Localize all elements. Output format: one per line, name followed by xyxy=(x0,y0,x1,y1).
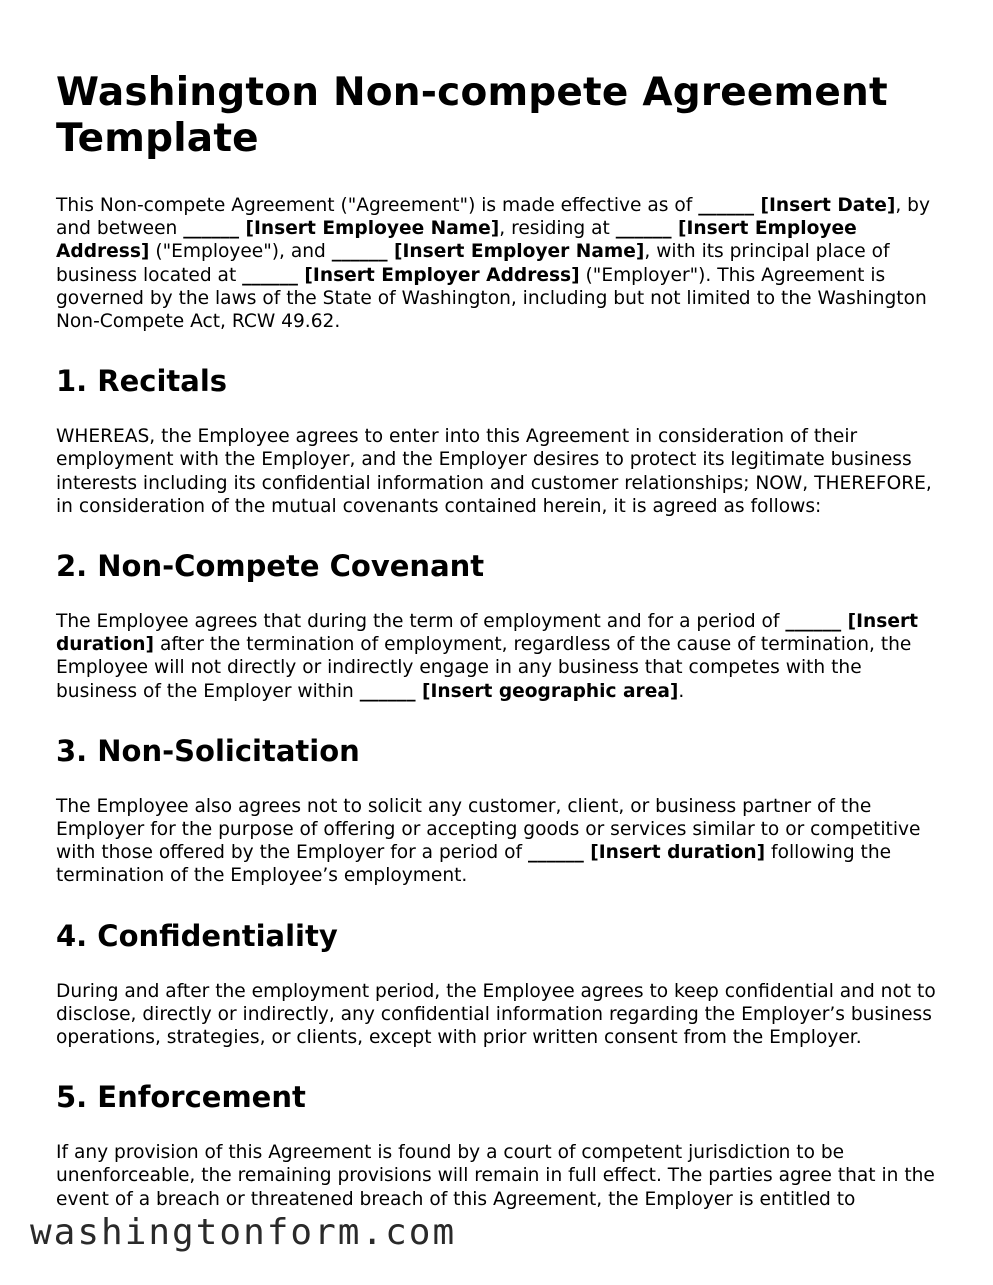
section-body-recitals: WHEREAS, the Employee agrees to enter into this Agreement in consideration of their employment with the Employer, and the Employer desires to protect its legitimate business interests including its confidential information and customer relationships; NOW, THEREFORE, in consideration of the mutual covenants contained herein, it is agreed as follows: xyxy=(56,426,932,517)
placeholder-employee-address: [Insert Employee Address] xyxy=(56,218,857,263)
watermark-text: washingtonform.com xyxy=(30,1212,457,1253)
section-body-enforcement: If any provision of this Agreement is found by a court of competent jurisdiction to be unenforceable, the remaining provisions will remain in full effect. The parties agree that in the event of a breach or threatened breach of this Agreement, the Employer is entitled to xyxy=(56,1142,935,1210)
blank-line: ______ xyxy=(331,241,388,263)
placeholder-employer-address: [Insert Employer Address] xyxy=(297,264,580,286)
body-text: after the termination of employment, regardless of the cause of termination, the Employee will not directly or indirectly engage in any business that competes with the business of the Employer within xyxy=(56,634,912,702)
placeholder-geographic-area: [Insert geographic area] xyxy=(415,680,679,702)
blank-line: ______ xyxy=(785,611,842,633)
section-heading-recitals: 1. Recitals xyxy=(56,364,228,399)
placeholder-employer-name: [Insert Employer Name] xyxy=(387,241,645,263)
blank-line: ______ xyxy=(359,680,416,702)
body-text: The Employee also agrees not to solicit any customer, client, or business partner of the Employer for the purpose of offering or accepting goods or services similar to or competitive with those offered by the Employer for a period of xyxy=(56,795,921,864)
intro-paragraph xyxy=(56,194,946,333)
placeholder-date: [Insert Date] xyxy=(754,195,896,216)
intro-text: , with its principal place of business located at xyxy=(56,241,890,286)
body-text: following the termination of the Employee’s employment. xyxy=(56,842,892,887)
document-title: Washington Non-compete Agreement Template xyxy=(56,70,888,161)
body-text: . xyxy=(678,680,685,702)
section-heading-enforcement: 5. Enforcement xyxy=(56,1080,306,1115)
section-body-non-solicitation xyxy=(56,795,946,888)
section-heading-confidentiality: 4. Confidentiality xyxy=(56,918,338,953)
blank-line: ______ xyxy=(615,218,672,240)
blank-line: ______ xyxy=(242,264,298,286)
document-page xyxy=(56,70,946,1241)
section-heading-non-compete: 2. Non-Compete Covenant xyxy=(56,549,485,584)
intro-text: This Non-compete Agreement ("Agreement") is made effective as of xyxy=(56,195,699,216)
intro-text: ("Employer"). This Agreement is governed by the laws of the State of Washington, including but not limited to the Washington Non-Compete Act, RCW 49.62. xyxy=(56,264,927,333)
placeholder-duration: [Insert duration] xyxy=(583,842,766,864)
blank-line: ______ xyxy=(183,218,239,240)
section-heading-non-solicitation: 3. Non-Solicitation xyxy=(56,733,360,768)
intro-text: , residing at xyxy=(499,218,616,240)
intro-text: ("Employee"), and xyxy=(149,241,332,263)
placeholder-employee-name: [Insert Employee Name] xyxy=(239,218,500,240)
intro-text: , by and between xyxy=(56,195,930,240)
placeholder-duration: [Insert duration] xyxy=(56,611,919,656)
blank-line: ______ xyxy=(527,842,584,864)
body-text: The Employee agrees that during the term of employment and for a period of xyxy=(56,611,786,633)
section-body-non-compete xyxy=(56,610,946,703)
section-body-confidentiality: During and after the employment period, the Employee agrees to keep confidential and not to disclose, directly or indirectly, any confidential information regarding the Employer’s business operations, strategies, or clients, except with prior written consent from the Employer. xyxy=(56,980,936,1049)
blank-line: ______ xyxy=(698,195,754,216)
